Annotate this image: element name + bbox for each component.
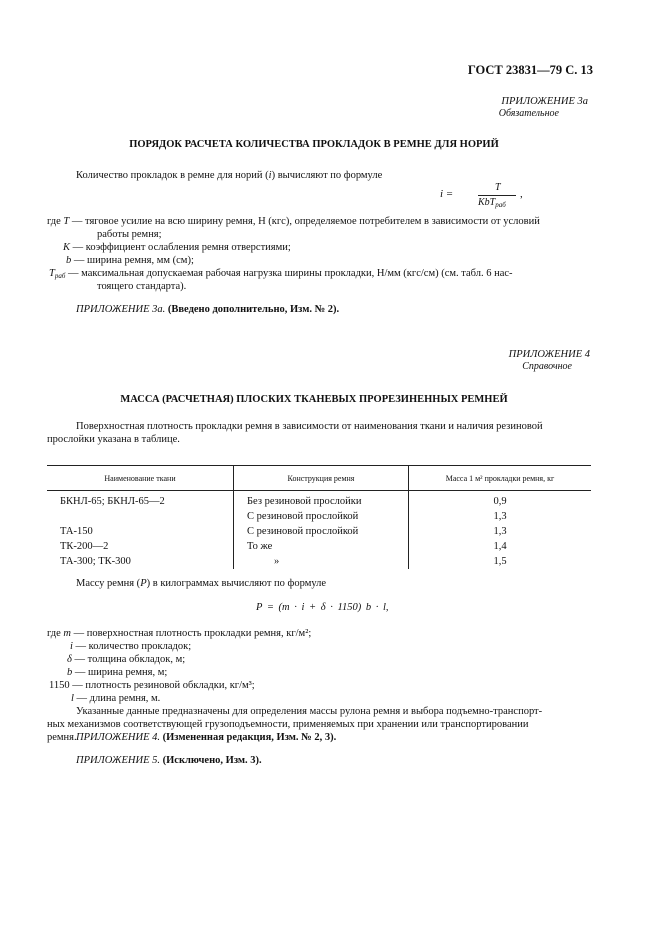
definition-row	[63, 241, 291, 254]
symbol-main: T	[49, 268, 55, 279]
closing-paragraph-line: Указанные данные предназначены для определения массы рулона ремня и выбора подъемно-транспорт-	[76, 706, 543, 717]
fabric-mass-table	[47, 465, 591, 569]
definition-symbol: K	[63, 242, 71, 253]
appendix-4-label: ПРИЛОЖЕНИЕ 4	[508, 349, 590, 360]
definition-row	[71, 692, 160, 705]
mass-intro-variable: P	[140, 578, 147, 589]
appendix-3a-title: ПОРЯДОК РАСЧЕТА КОЛИЧЕСТВА ПРОКЛАДОК В РЕМНЕ ДЛЯ НОРИЙ	[129, 139, 499, 150]
intro-text-pre: Количество прокладок в ремне для норий (	[76, 170, 269, 181]
definition-row	[67, 666, 167, 679]
definition-text: — толщина обкладок, м;	[74, 654, 186, 665]
column-header: Масса 1 м² прокладки ремня, кг	[409, 466, 592, 491]
symbol-subscript: раб	[54, 272, 66, 280]
definition-symbol: i	[70, 641, 73, 652]
formula-denominator	[478, 197, 506, 209]
appendix-3a-intro	[76, 169, 382, 182]
definition-row	[47, 627, 311, 640]
definition-row	[70, 640, 191, 653]
definition-row	[67, 653, 185, 666]
table-cell: ТА-300; ТК-300	[60, 556, 131, 567]
appendix-3a-amendment-note	[76, 303, 339, 316]
definition-continuation: тоящего стандарта).	[97, 281, 187, 292]
definition-text: — количество прокладок;	[75, 641, 192, 652]
definition-symbol: b	[66, 255, 72, 266]
note-amendment: (Исключено, Изм. 3).	[162, 755, 262, 766]
definition-symbol: b	[67, 667, 73, 678]
note-amendment: (Измененная редакция, Изм. № 2, 3).	[162, 732, 337, 743]
table-cell: С резиновой прослойкой	[234, 509, 409, 524]
definition-text: — коэффициент ослабления ремня отверстиями;	[72, 242, 291, 253]
definition-text: — ширина ремня, мм (см);	[73, 255, 194, 266]
page-header: ГОСТ 23831—79 С. 13	[467, 63, 593, 77]
appendix-4-title: МАССА (РАСЧЕТНАЯ) ПЛОСКИХ ТКАНЕВЫХ ПРОРЕЗИНЕННЫХ РЕМНЕЙ	[120, 394, 508, 405]
intro-variable: i	[268, 170, 272, 181]
note-appendix-ref: ПРИЛОЖЕНИЕ 3а.	[76, 304, 166, 315]
table-row	[47, 524, 591, 539]
appendix-4-intro-line: Поверхностная плотность прокладки ремня в зависимости от наименования ткани и наличия резиновой	[76, 421, 543, 432]
definition-text: — поверхностная плотность прокладки ремня, кг/м²;	[73, 628, 312, 639]
table-cell: 1,3	[409, 509, 592, 524]
fraction-bar	[478, 195, 516, 196]
column-header: Наименование ткани	[47, 466, 234, 491]
appendix-3a-status: Обязательное	[498, 108, 559, 119]
mass-intro-pre: Массу ремня (	[76, 578, 141, 589]
mass-formula: P = (m · i + δ · 1150) b · l,	[256, 602, 389, 613]
column-header: Конструкция ремня	[234, 466, 409, 491]
closing-paragraph-line: ремня.	[47, 732, 77, 743]
definition-symbol	[49, 268, 65, 279]
appendix-4-amendment-note	[76, 731, 336, 744]
note-appendix-ref: ПРИЛОЖЕНИЕ 5.	[76, 755, 160, 766]
appendix-5-note	[76, 754, 262, 767]
note-amendment: (Введено дополнительно, Изм. № 2).	[167, 304, 340, 315]
definition-text: — максимальная допускаемая рабочая нагрузка ширины прокладки, Н/мм (кгс/см) (см. табл. 6 нас-	[68, 268, 513, 279]
table-cell: »	[234, 554, 409, 569]
note-appendix-ref: ПРИЛОЖЕНИЕ 4.	[76, 732, 160, 743]
definition-symbol: 1150	[49, 680, 70, 691]
definition-text: — тяговое усилие на всю ширину ремня, Н (кгс), определяемое потребителем в зависимости от условий	[71, 216, 540, 227]
definition-row	[66, 254, 194, 267]
table-cell	[47, 509, 234, 524]
definition-symbol: m	[63, 628, 72, 639]
denominator-main: KbT	[478, 197, 496, 208]
table-row	[47, 509, 591, 524]
formula-lhs: i =	[440, 188, 454, 200]
definition-continuation: работы ремня;	[97, 229, 162, 240]
appendix-3a-label: ПРИЛОЖЕНИЕ 3а	[501, 96, 588, 107]
table-row	[47, 539, 591, 554]
table-cell: БКНЛ-65; БКНЛ-65—2	[60, 496, 165, 507]
definition-row	[47, 215, 540, 228]
closing-paragraph-line: ных механизмов соответствующей грузоподъемности, применяемых при хранении или транспортировании	[47, 719, 529, 730]
denominator-subscript: раб	[495, 201, 506, 209]
table-cell: 1,4	[409, 539, 592, 554]
table-cell: ТА-150	[60, 526, 93, 537]
definition-text: — длина ремня, м.	[76, 693, 161, 704]
table-cell: 1,3	[409, 524, 592, 539]
table-header-row	[47, 466, 591, 491]
table-cell: ТК-200—2	[60, 541, 109, 552]
definition-lead: где	[47, 628, 61, 639]
table-cell: С резиновой прослойкой	[234, 524, 409, 539]
formula-numerator: T	[495, 182, 501, 193]
definition-text: — плотность резиновой обкладки, кг/м³;	[72, 680, 255, 691]
definition-row	[49, 679, 255, 692]
formula-comma: ,	[520, 188, 523, 200]
intro-text-post: ) вычисляют по формуле	[271, 170, 383, 181]
appendix-4-intro-line: прослойки указана в таблице.	[47, 434, 180, 445]
table-cell: То же	[234, 539, 409, 554]
definition-lead: где	[47, 216, 61, 227]
mass-formula-intro	[76, 577, 326, 590]
table-cell: 0,9	[409, 491, 592, 510]
definition-text: — ширина ремня, м;	[74, 667, 168, 678]
table-row	[47, 554, 591, 569]
table-cell: Без резиновой прослойки	[234, 491, 409, 510]
definition-symbol: δ	[67, 654, 72, 665]
table-cell: 1,5	[409, 554, 592, 569]
appendix-4-status: Справочное	[522, 361, 572, 372]
definition-symbol: l	[71, 693, 74, 704]
table-row	[47, 491, 591, 510]
mass-intro-post: ) в килограммах вычисляют по формуле	[146, 578, 327, 589]
definition-symbol: T	[63, 216, 70, 227]
